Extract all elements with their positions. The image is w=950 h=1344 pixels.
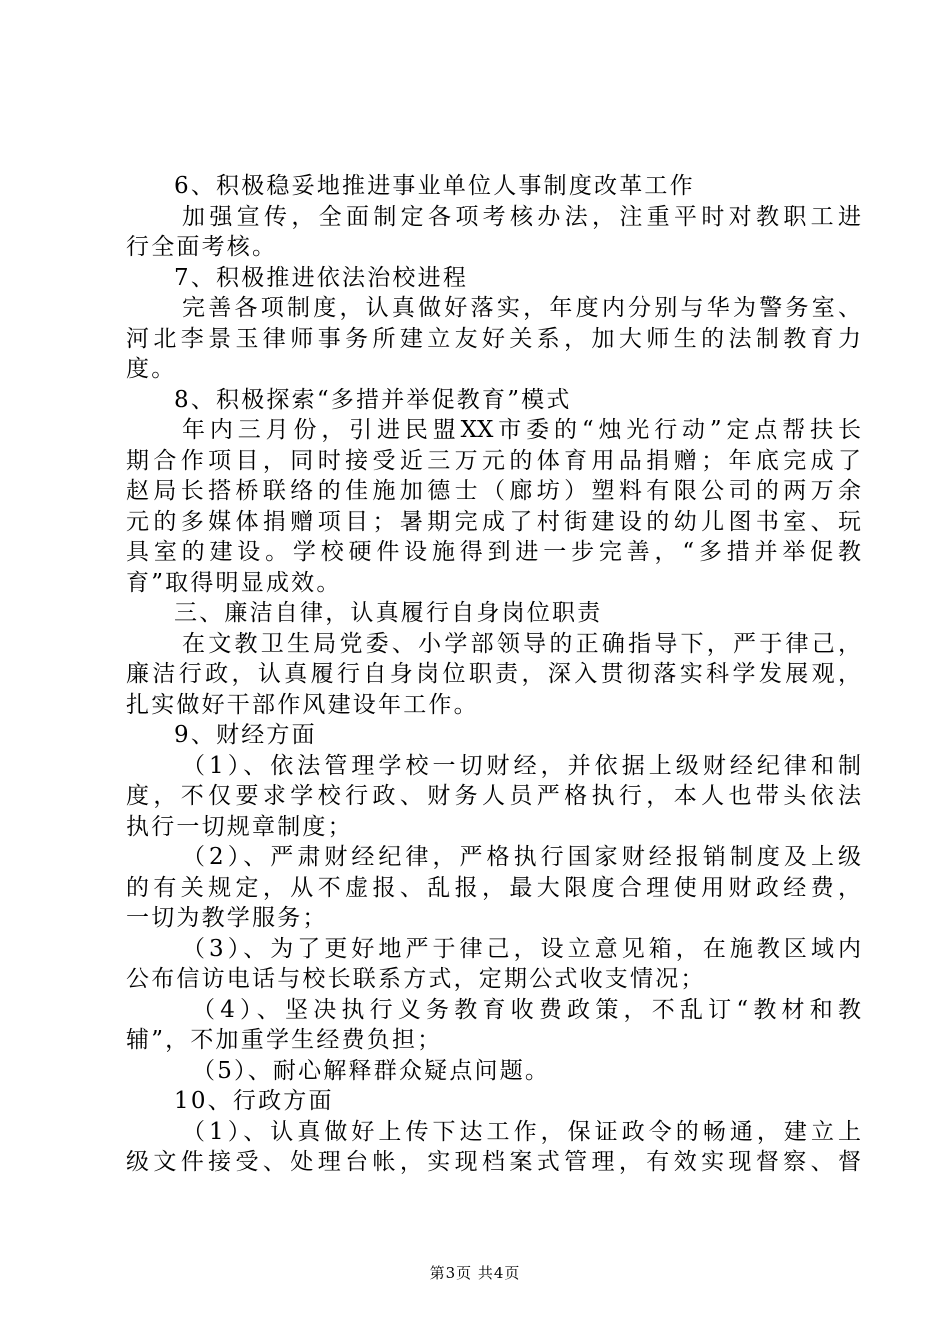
paragraph-line: 级文件接受、处理台帐，实现档案式管理，有效实现督察、督	[126, 1149, 861, 1175]
paragraph-line: 扎实做好干部作风建设年工作。	[126, 691, 479, 718]
paragraph-line: 在文教卫生局党委、小学部领导的正确指导下，严于律己，	[182, 630, 861, 657]
paragraph-line: 河北李景玉律师事务所建立友好关系，加大师生的法制教育力	[126, 325, 861, 352]
paragraph-line: 一切为教学服务；	[126, 905, 328, 931]
heading-item-10: 10、行政方面	[174, 1088, 334, 1114]
paragraph-line: 行全面考核。	[126, 234, 278, 260]
heading-item-8: 8、积极探索“多措并举促教育”模式	[174, 386, 572, 413]
paragraph-line: 加强宣传，全面制定各项考核办法，注重平时对教职工进	[182, 203, 861, 230]
paragraph-line: 廉洁行政，认真履行自身岗位职责，深入贯彻落实科学发展观，	[126, 661, 861, 687]
paragraph-line: （5）、耐心解释群众疑点问题。	[192, 1057, 551, 1084]
paragraph-line: 度。	[126, 356, 177, 382]
heading-item-7: 7、积极推进依法治校进程	[174, 264, 469, 291]
heading-item-6: 6、积极稳妥地推进事业单位人事制度改革工作	[174, 173, 695, 199]
paragraph-line: 年内三月份，引进民盟XX市委的“烛光行动”定点帮扶长	[182, 417, 861, 443]
paragraph-line: （3）、为了更好地严于律己，设立意见箱，在施教区域内	[182, 935, 861, 962]
paragraph-line: 公布信访电话与校长联系方式，定期公式收支情况；	[126, 966, 706, 992]
paragraph-line: （4）、坚决执行义务教育收费政策，不乱订“教材和教	[192, 996, 861, 1023]
document-body	[126, 171, 861, 1178]
section-heading-3: 三、廉洁自律，认真履行自身岗位职责	[174, 600, 603, 626]
paragraph-line: 的有关规定，从不虚报、乱报，最大限度合理使用财政经费，	[126, 874, 861, 901]
paragraph-line: 具室的建设。学校硬件设施得到进一步完善，“多措并举促教	[126, 539, 861, 565]
page-number-footer: 第3页 共4页	[429, 1264, 521, 1282]
paragraph-line: 完善各项制度，认真做好落实，年度内分别与华为警务室、	[182, 295, 861, 321]
paragraph-line: 执行一切规章制度；	[126, 813, 353, 840]
paragraph-line: 元的多媒体捐赠项目；暑期完成了村街建设的幼儿图书室、玩	[126, 508, 861, 535]
paragraph-line: 辅”，不加重学生经费负担；	[126, 1027, 443, 1053]
paragraph-line: （1）、认真做好上传下达工作，保证政令的畅通，建立上	[182, 1118, 861, 1145]
paragraph-line: （1）、依法管理学校一切财经，并依据上级财经纪律和制	[182, 752, 861, 779]
heading-item-9: 9、财经方面	[174, 722, 317, 748]
paragraph-line: 赵局长搭桥联络的佳施加德士（廊坊）塑料有限公司的两万余	[126, 478, 861, 504]
paragraph-line: 度，不仅要求学校行政、财务人员严格执行，本人也带头依法	[126, 783, 861, 809]
paragraph-line: （2）、严肃财经纪律，严格执行国家财经报销制度及上级	[182, 844, 861, 870]
paragraph-line: 育”取得明显成效。	[126, 569, 342, 596]
paragraph-line: 期合作项目，同时接受近三万元的体育用品捐赠；年底完成了	[126, 447, 861, 474]
